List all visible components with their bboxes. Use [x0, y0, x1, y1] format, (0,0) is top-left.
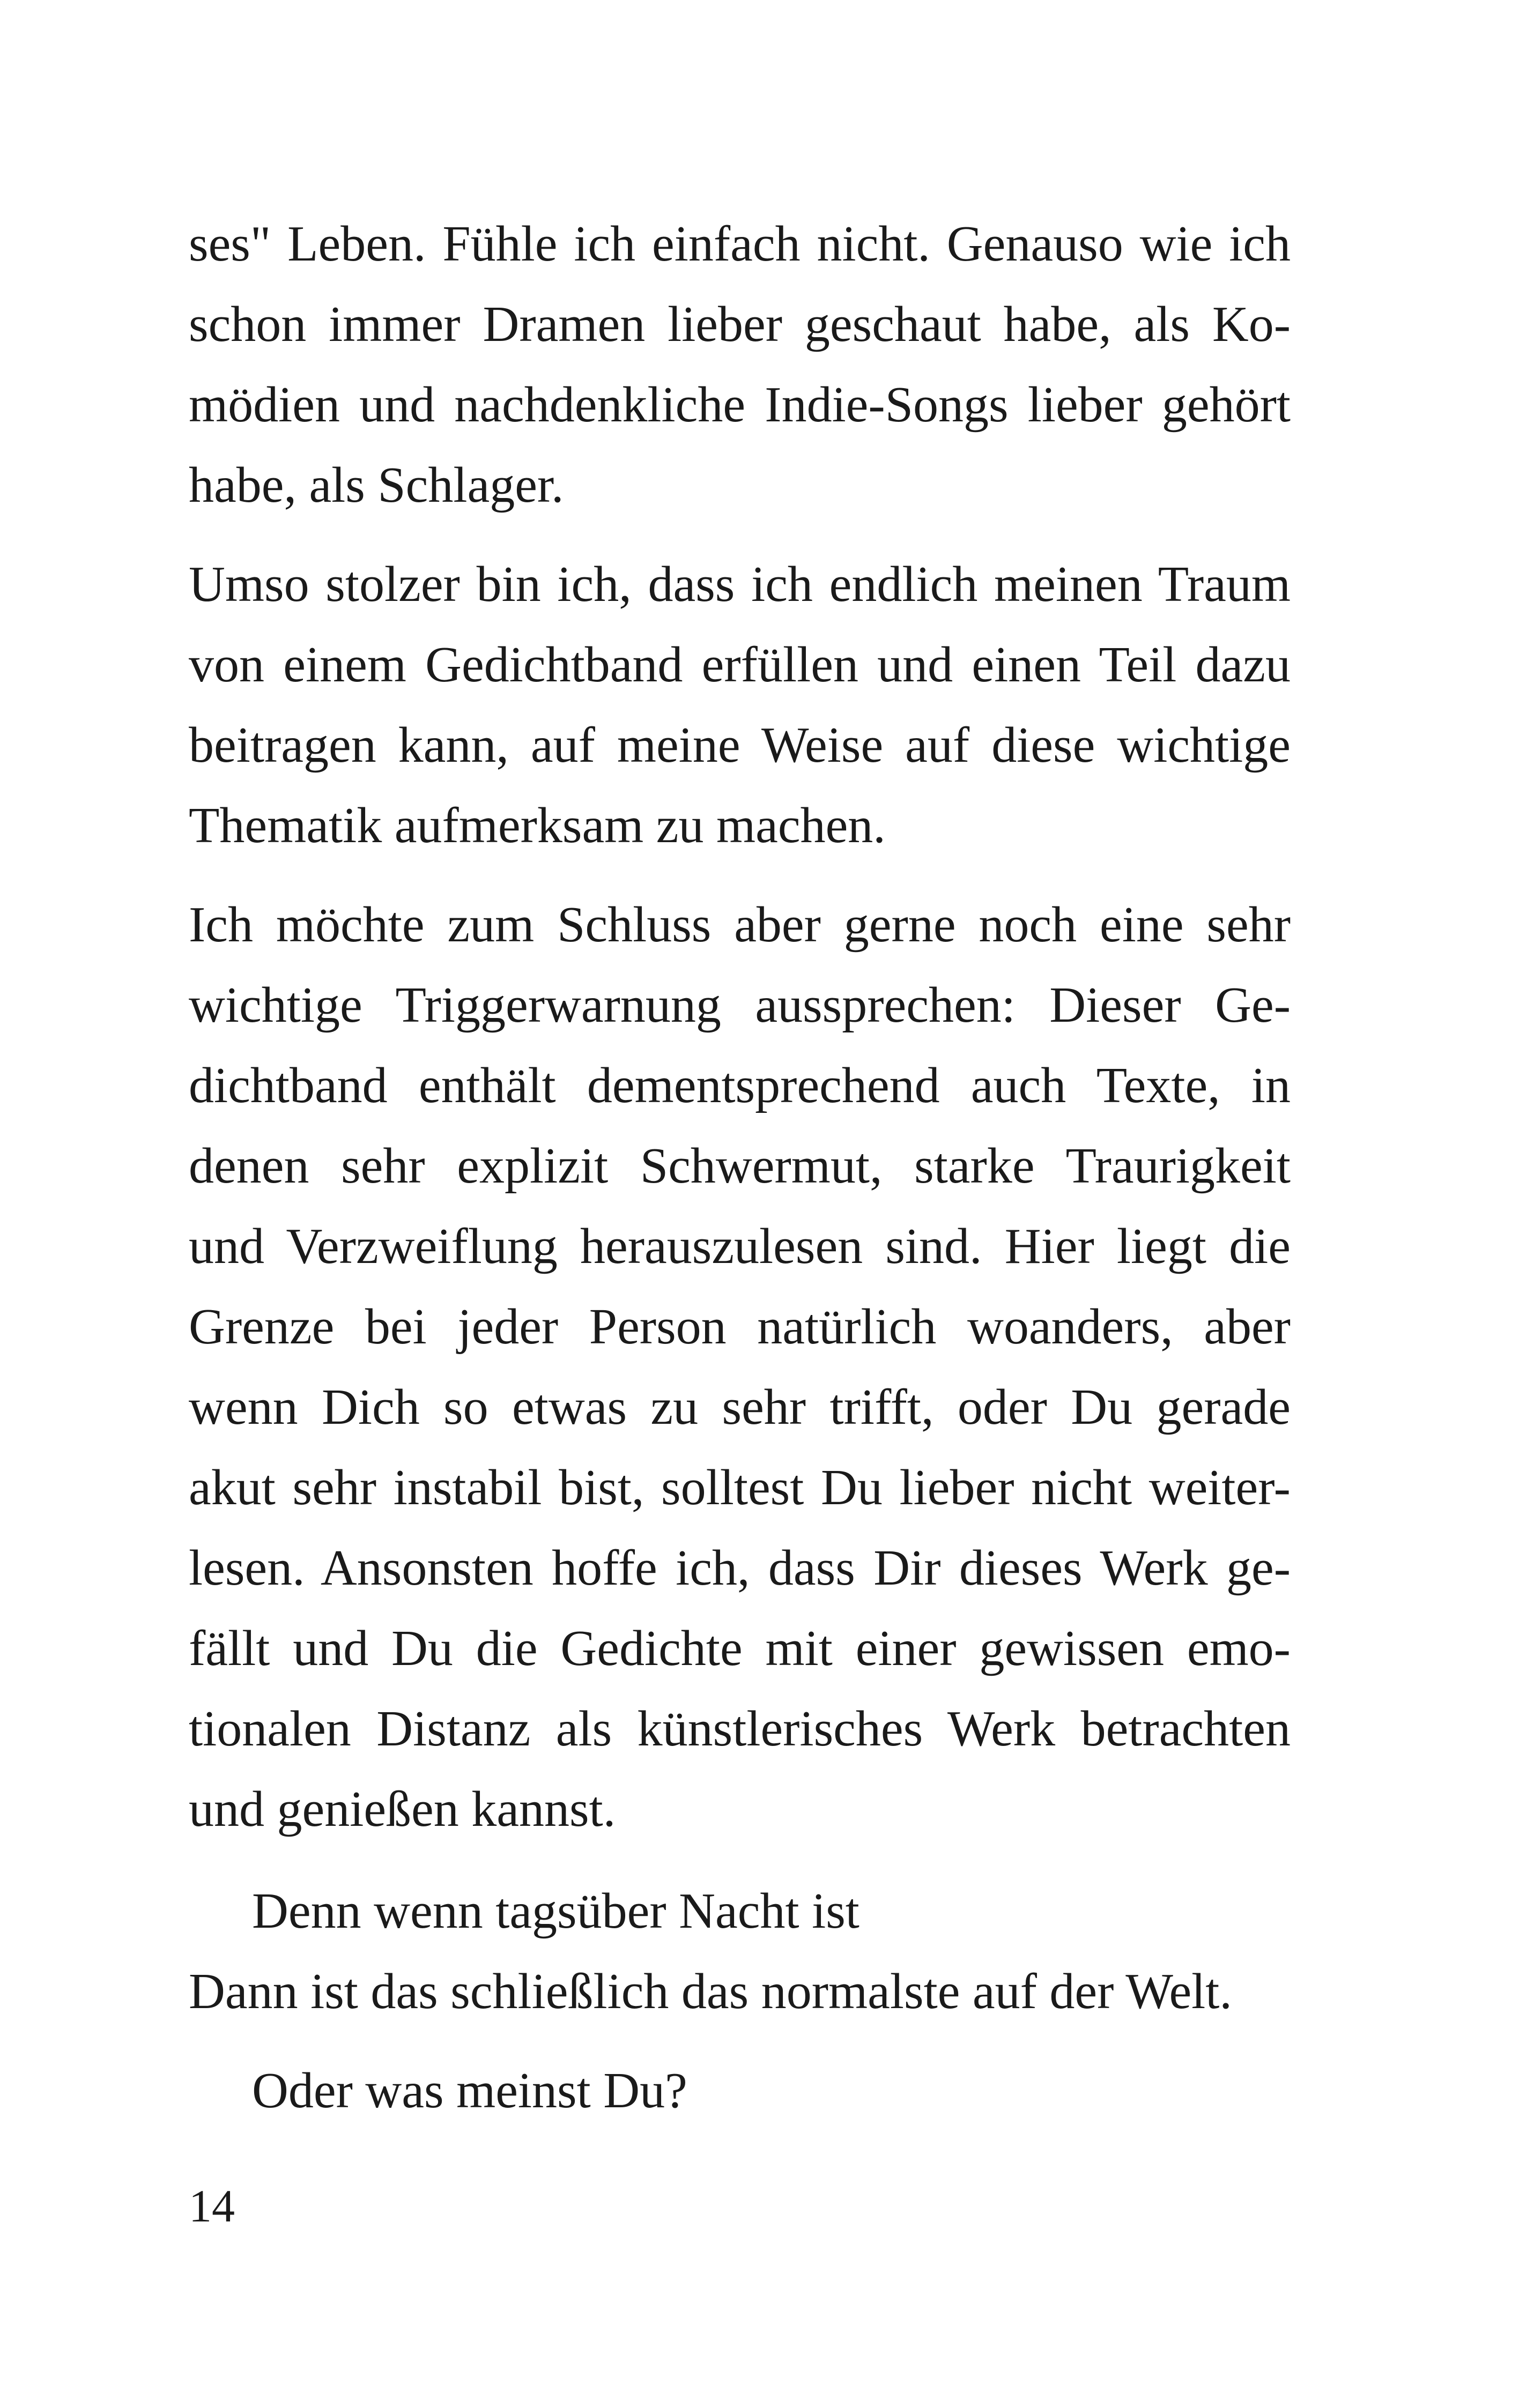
- body-text-line: beitragen kann, auf meine Weise auf diese wichtige: [189, 717, 1291, 773]
- body-text-line: Thematik aufmerksam zu machen.: [189, 798, 886, 853]
- verse-line: Dann ist das schließlich das normalste auf der Welt.: [189, 1964, 1232, 2019]
- body-text-line: schon immer Dramen lieber geschaut habe, als Ko-: [189, 296, 1291, 352]
- body-text-line: Umso stolzer bin ich, dass ich endlich meinen Traum: [189, 556, 1291, 612]
- page-number: 14: [189, 2180, 235, 2232]
- body-text-line: tionalen Distanz als künstlerisches Werk betrachten: [189, 1701, 1291, 1757]
- body-text-line: wichtige Triggerwarnung aussprechen: Dieser Ge-: [189, 977, 1291, 1033]
- body-text-line: von einem Gedichtband erfüllen und einen Teil dazu: [189, 637, 1291, 693]
- closing-line: Oder was meinst Du?: [252, 2063, 687, 2119]
- verse-line: Denn wenn tagsüber Nacht ist: [252, 1883, 859, 1939]
- body-text-line: akut sehr instabil bist, solltest Du lieber nicht weiter-: [189, 1460, 1291, 1515]
- body-text-line: lesen. Ansonsten hoffe ich, dass Dir dieses Werk ge-: [189, 1540, 1291, 1596]
- body-text-line: fällt und Du die Gedichte mit einer gewissen emo-: [189, 1621, 1291, 1676]
- body-text-line: und Verzweiflung herauszulesen sind. Hier liegt die: [189, 1218, 1291, 1274]
- body-text-line: Ich möchte zum Schluss aber gerne noch eine sehr: [189, 897, 1291, 953]
- body-text-line: wenn Dich so etwas zu sehr trifft, oder Du gerade: [189, 1379, 1291, 1435]
- body-text-line: denen sehr explizit Schwermut, starke Traurigkeit: [189, 1138, 1291, 1194]
- body-text-line: ses" Leben. Fühle ich einfach nicht. Genauso wie ich: [189, 216, 1291, 272]
- body-text-line: mödien und nachdenkliche Indie-Songs lieber gehört: [189, 377, 1291, 433]
- body-text-line: Grenze bei jeder Person natürlich woanders, aber: [189, 1299, 1291, 1355]
- body-text-line: dichtband enthält dementsprechend auch Texte, in: [189, 1058, 1291, 1113]
- body-text-line: habe, als Schlager.: [189, 457, 564, 513]
- body-text-line: und genießen kannst.: [189, 1781, 616, 1837]
